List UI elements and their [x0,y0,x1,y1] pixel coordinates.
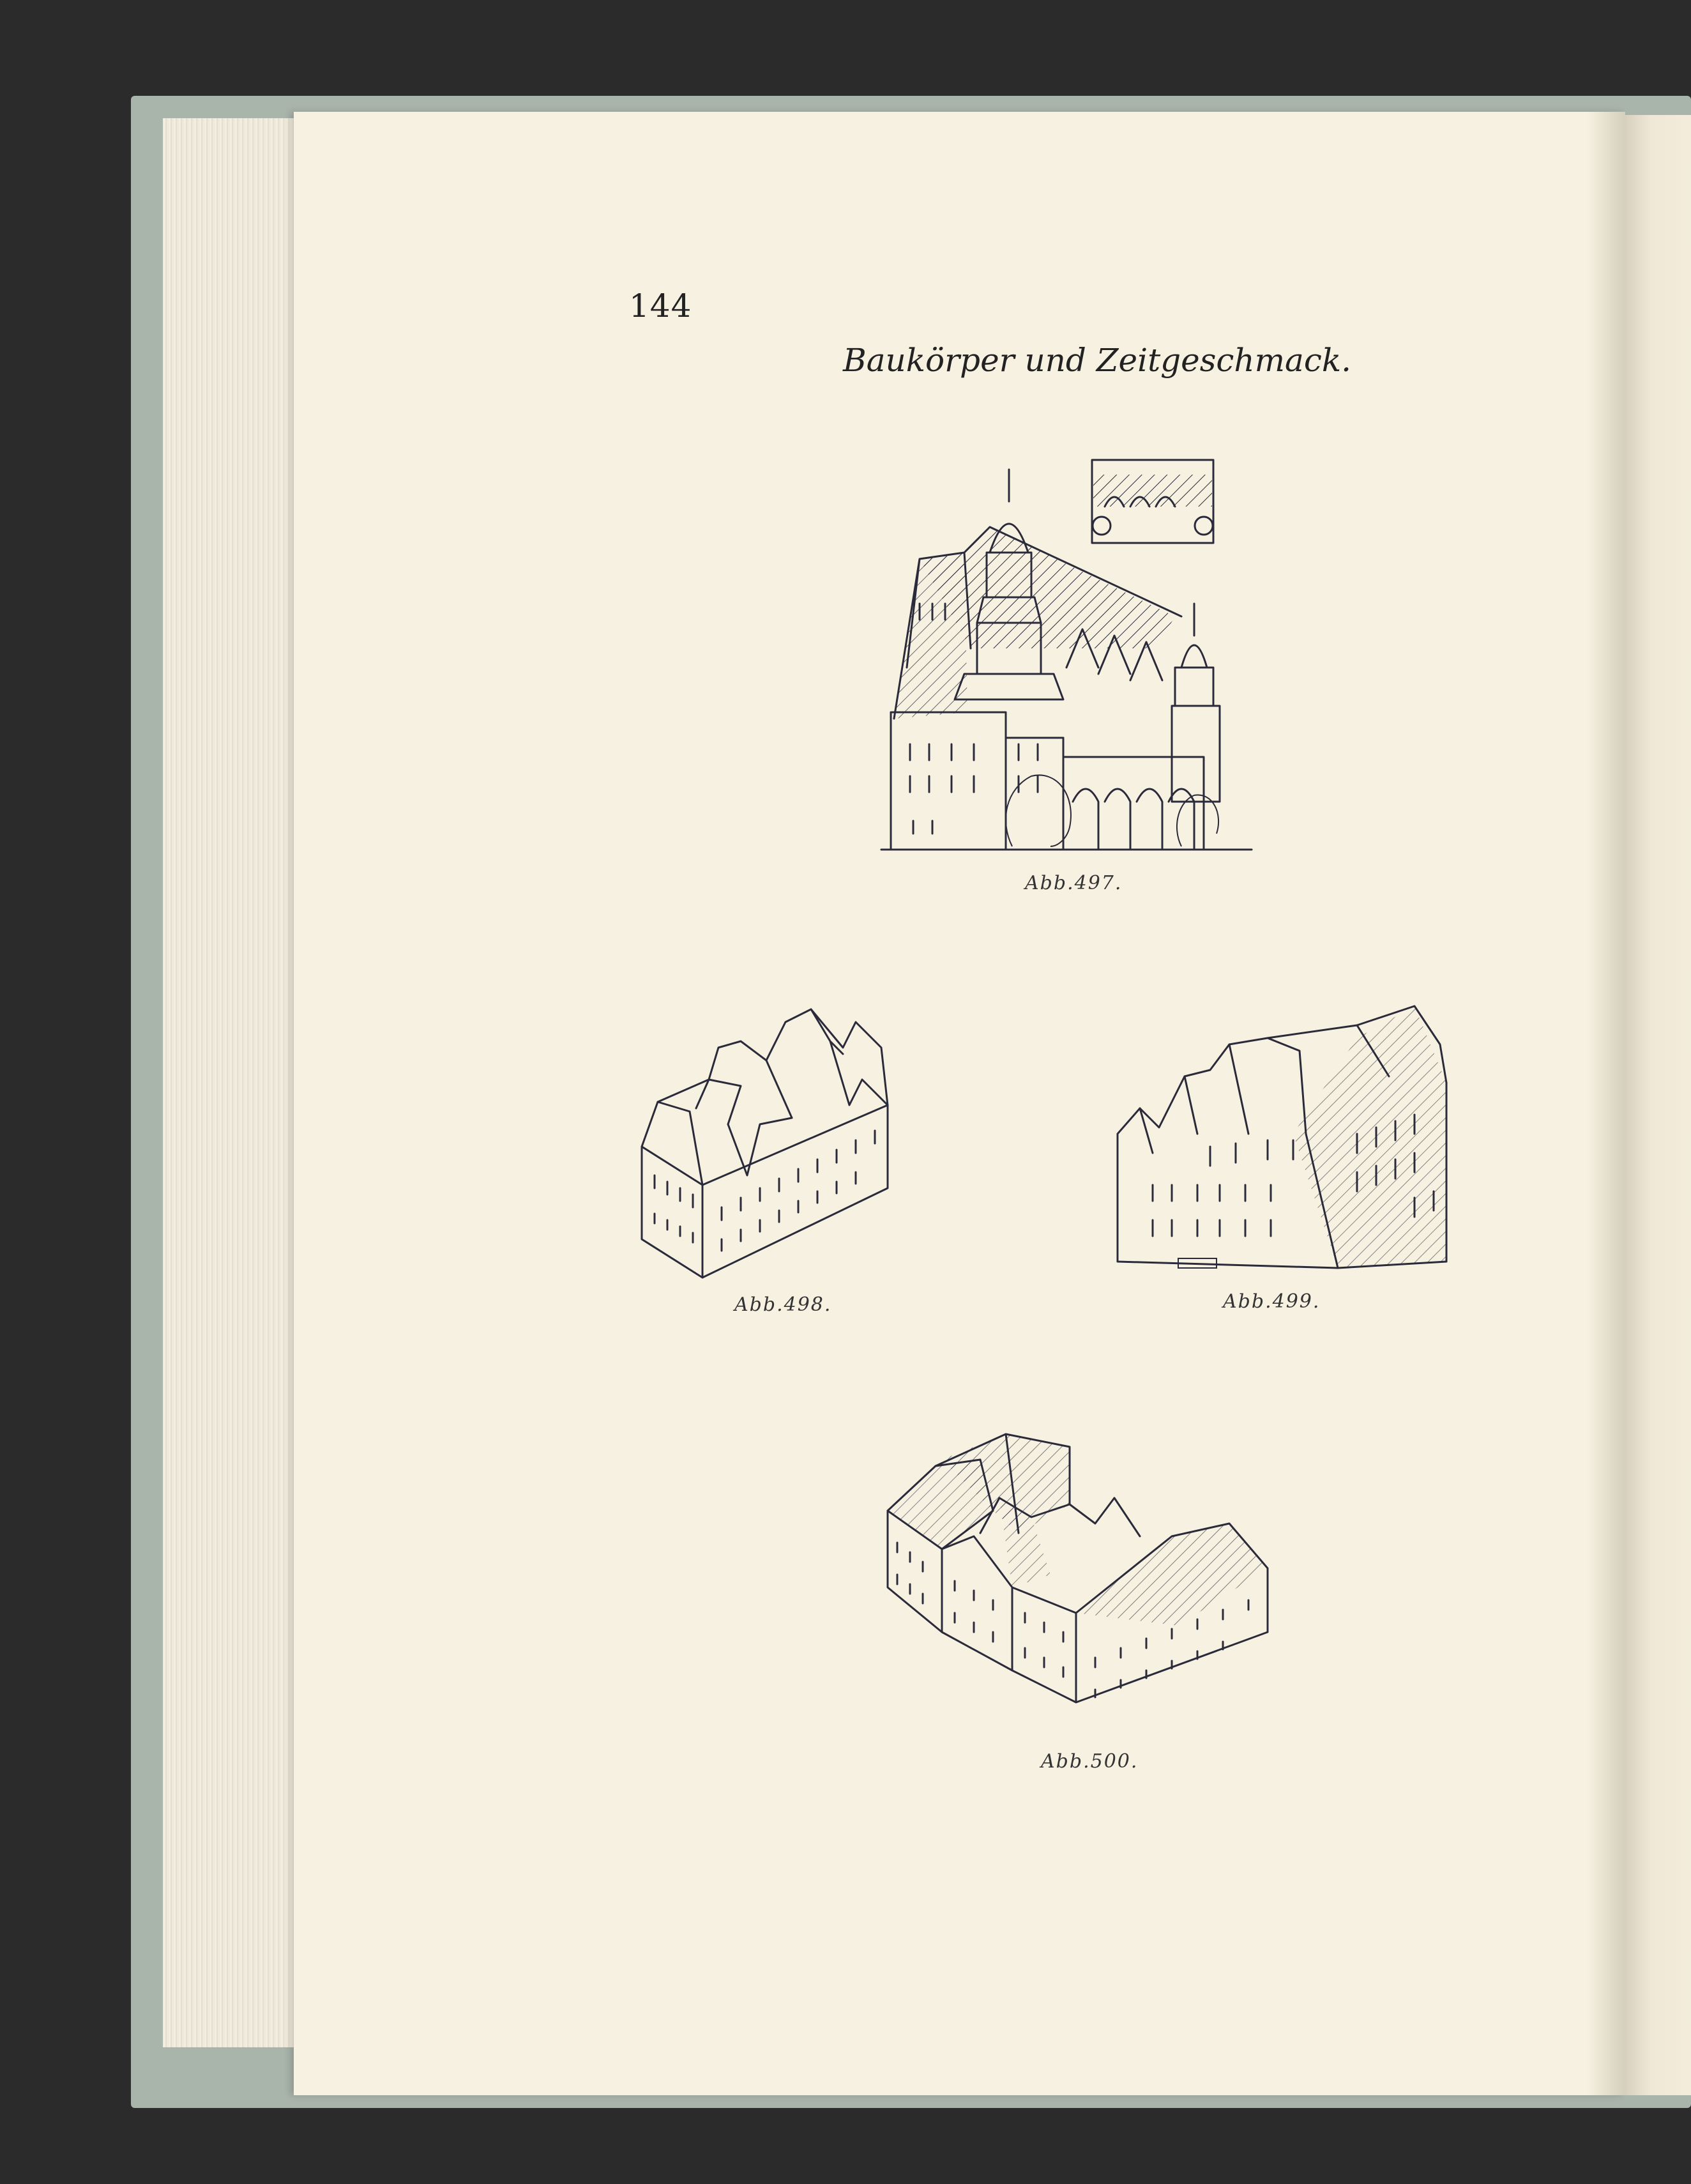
gabled-block-building-drawing [639,997,900,1278]
figure-caption-500: Abb.500. [1041,1750,1139,1773]
page-gutter-shadow [1587,112,1625,2095]
figure-caption-499: Abb.499. [1223,1290,1321,1313]
running-head: Baukörper und Zeitgeschmack. [843,342,1352,379]
figure-caption-497: Abb.497. [1025,872,1123,894]
u-shaped-complex-drawing [884,1421,1274,1718]
town-hall-with-towers-drawing [881,457,1252,853]
gabled-house-front-drawing [1114,1006,1478,1281]
figure-caption-498: Abb.498. [734,1294,832,1316]
facing-page-edge [1625,115,1691,2095]
page-number: 144 [629,287,692,325]
